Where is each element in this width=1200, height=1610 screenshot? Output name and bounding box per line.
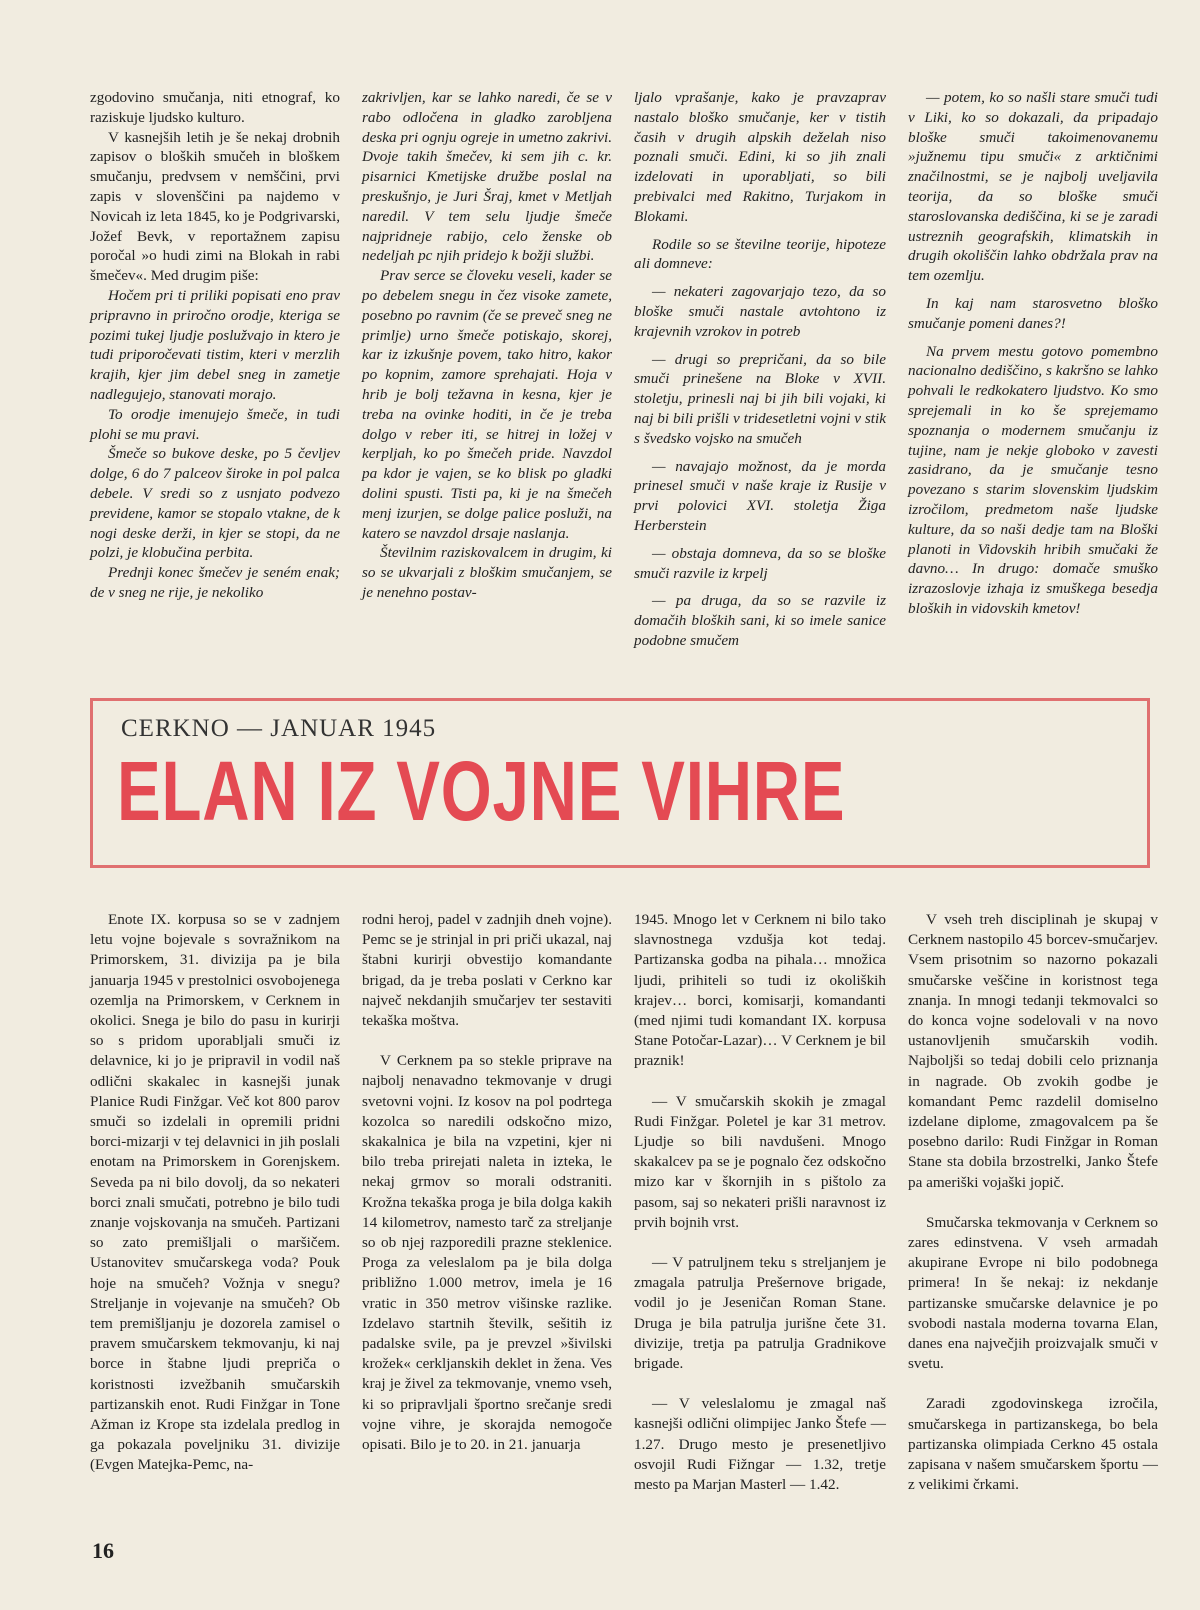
paragraph: V kasnejših letih je še nekaj drobnih zapisov o bloških smučeh in bloškem smučanju, predvsem v nemščini, prvi zapis v slovenščini pa najdemo v Novicah iz leta 1845, ko je Podgrivarski, Jožef Bevk, v reportažnem zapisu poročal »o hudi zimi na Blokah in rabi šmečev«. Med drugim piše: <box>90 128 340 285</box>
article-kicker: CERKNO — JANUAR 1945 <box>121 715 437 742</box>
top-column-2 <box>362 88 612 603</box>
paragraph: Zaradi zgodovinskega izročila, smučarskega in partizanskega, bo bela partizanska olimpiada Cerkno 45 ostala zapisana v našem smučarskem športu — z velikimi črkami. <box>908 1395 1158 1494</box>
paragraph: To orodje imenujejo šmeče, in tudi plohi se mu pravi. <box>90 405 340 443</box>
body-column-4 <box>908 910 1158 1495</box>
paragraph: — obstaja domneva, da so se bloške smuči razvile iz krpelj <box>634 544 886 582</box>
paragraph: rodni heroj, padel v zadnjih dneh vojne). Pemc se je strinjal in pri priči ukazal, naj štabni kurirji obvestijo komandante brigad, da je treba poslati v Cerkno kar največ nekdanjih smučarjev ter sestaviti tekaška moštva. <box>362 911 612 1030</box>
paragraph: 1945. Mnogo let v Cerknem ni bilo tako slavnostnega vzdušja kot tedaj. Partizanska godba na pihala… množica ljudi, prihiteli so tudi iz okoliških krajev… borci, komisarji, komandanti (med njimi tudi komandant IX. korpusa Stane Potočar-Lazar)… V Cerknem je bil praznik! <box>634 911 886 1070</box>
paragraph: zakrivljen, kar se lahko naredi, če se v rabo odločena in gladko zarobljena deska pri ognju ogreje in umetno zakrivi. Dvoje takih šmečev, ki sem jih c. kr. pisarnici Kmetijske družbe poslal na preskušnjo, je Juri Šraj, kmet v Metljah naredil. V tem selu ljudje šmeče najpridneje rabijo, celo ženske ob nedeljah pc njih pridejo k božji službi. <box>362 89 612 265</box>
paragraph: Enote IX. korpusa so se v zadnjem letu vojne bojevale s sovražnikom na Primorskem, 31. divizija pa je bila januarja 1945 v prestolnici osvobojenega ozemlja na Primorskem, v Cerknem in okolici. Snega je bilo do pasu in kurirji so s pridom uporabljali smuči iz delavnice, ki jo je pripravil in vodil naš odlični skakalec in kasnejši junak Planice Rudi Finžgar. Več kot 800 parov smuči so izdelali in opremili pridni borci-mizarji v tej delavnici in jih poslali enotam na Primorskem in Gorenjskem. Seveda pa ni bilo dovolj, da so nekateri borci znali smučati, potrebno je bilo tudi znanje vojskovanja na smučeh. Partizani so zato premišljali o maršičem. Ustanovitev smučarskega voda? Pouk hoje na smučeh? Vožnja v snegu? Streljanje in vojevanje na smučeh? Ob tem premišljanju je dozorela zamisel o pravem smučarskem tekmovanju, ki naj borce in štabne ljudi prepriča o koristnosti izvežbanih smučarskih partizanskih enot. Rudi Finžgar in Tone Ažman iz Krope sta izdelala predlog in ga pokazala poveljniku 31. divizije (Evgen Matejka-Pemc, na- <box>90 911 340 1474</box>
top-column-4 <box>908 88 1158 619</box>
body-column-3 <box>634 910 886 1495</box>
page-number: 16 <box>92 1538 114 1563</box>
paragraph: — pa druga, da so se razvile iz domačih bloških sani, ki so imele sanice podobne smučem <box>634 592 886 649</box>
paragraph: — V veleslalomu je zmagal naš kasnejši odlični olimpijec Janko Štefe — 1.27. Drugo mesto je presenetljivo osvojil Rudi Fižngar — 1.32, tretje mesto pa Marjan Masterl — 1.42. <box>634 1395 886 1494</box>
paragraph: — navajajo možnost, da je morda prinesel smuči v naše kraje iz Rusije v prvi polovici XVI. stoletja Žiga Herberstein <box>634 457 886 534</box>
body-column-1 <box>90 910 340 1476</box>
paragraph: Številnim raziskovalcem in drugim, ki so se ukvarjali z bloškim smučanjem, se je nenehno postav- <box>362 544 612 601</box>
paragraph: Prav serce se človeku veseli, kader se po debelem snegu in čez visoke zamete, posebno po ravnim (če se preveč sneg ne primlje) urno šmeče potiskajo, skorej, kar iz izkušnje povem, tako hitro, kakor po kopnim, zamore sprehajati. Hoja v hrib je bolj težavna in kesna, kjer je treba na ovinke hoditi, in če je treba dolgo v reber iti, se hitrej in ložej v kerpljah, ko po šmečeh pride. Navzdol pa kdor je vajen, se ko blisk po gladki dolini spusti. Tisti pa, ki je na šmečeh menj izurjen, se dolge palice posluži, na katero se navzdol drsaje naslanja. <box>362 267 612 542</box>
paragraph: V vseh treh disciplinah je skupaj v Cerknem nastopilo 45 borcev-smučarjev. Vsem prisotnim so nazorno pokazali smučarske veščine in koristnost tega znanja. In mnogi tedanji tekmovalci so do konca vojne sodelovali v na novo ustanovljenih smučarskih vodih. Najboljši so tedaj dobili celo priznanja in nagrade. Ob zvokih godbe je komandant Pemc razdelil domiselno izdelane diplome, zmagovalcem pa še posebno darilo: Rudi Finžgar in Roman Stane sta dobila brzostrelki, Janko Štefe pa ameriški vojaški jopič. <box>908 911 1158 1191</box>
paragraph: Rodile so se številne teorije, hipoteze ali domneve: <box>634 235 886 273</box>
paragraph: — nekateri zagovarjajo tezo, da so bloške smuči nastale avtohtono iz krajevnih vzrokov in potreb <box>634 283 886 340</box>
paragraph: — V patruljnem teku s streljanjem je zmagala patrulja Prešernove brigade, vodil jo je Jeseničan Roman Stane. Druga je bila patrulja jurišne čete 31. divizije, tretja pa patrulja Gradnikove brigade. <box>634 1254 886 1373</box>
paragraph: — drugi so prepričani, da so bile smuči prinešene na Bloke v XVII. stoletju, prinesli naj bi jih bili vojaki, ki naj bi bili prišli v tridesetletni vojni v stik s švedsko vojsko na smučeh <box>634 350 886 447</box>
paragraph: Hočem pri ti priliki popisati eno prav pripravno in priročno orodje, kteriga se pozimi tukej ljudje poslužvajo in ktero je tudi priporočevati tistim, kteri v merzlih krajih, kjer jim debel sneg in zametje nadlegujejo, stanovati morajo. <box>90 286 340 403</box>
paragraph: Šmeče so bukove deske, po 5 čevljev dolge, 6 do 7 palceov široke in pol palca debele. V sredi so z usnjato podvezo previdene, kamor se stopalo vtakne, de k nogi deske derži, in kjer se stopi, da ne polzi, je klobučina perbita. <box>90 445 340 562</box>
article-headline-box <box>90 698 1150 868</box>
paragraph: zgodovino smučanja, niti etnograf, ko raziskuje ljudsko kulturo. <box>90 89 340 126</box>
top-column-3 <box>634 88 886 651</box>
paragraph: In kaj nam starosvetno bloško smučanje pomeni danes?! <box>908 294 1158 332</box>
paragraph: — potem, ko so našli stare smuči tudi v Liki, ko so dokazali, da pripadajo bloške smuči takoimenovanemu »južnemu tipu smuči« z arktičnimi značilnostmi, se je najbolj uveljavila teorija, da so bloške smuči staroslovanska dediščina, ki se je zaradi ustreznih geografskih, klimatskih in drugih okoliščin lahko obdržala prav na tem ozemlju. <box>908 89 1158 285</box>
paragraph: Prednji konec šmečev je seném enak; de v sneg ne rije, je nekoliko <box>90 564 340 601</box>
paragraph: ljalo vprašanje, kako je pravzaprav nastalo bloško smučanje, ker v tistih časih v drugih alpskih deželah niso poznali smuči. Edini, ki so jih znali izdelovati in uporabljati, so bili prebivalci med Rakitno, Turjakom in Blokami. <box>634 89 886 225</box>
body-column-2 <box>362 910 612 1455</box>
paragraph: Na prvem mestu gotovo pomembno nacionalno dediščino, s kakršno se lahko pohvali le redkokatero ljudstvo. Ko smo sprejemali in ko še sprejemamo spoznanja o modernem smučanju iz tujine, nam je nekje globoko v zavesti zasidrano, da je smučanje tesno povezano s starim slovenskim ljudskim izročilom, predmetom naše ljudske kulture, da so naši dedje tam na Bloški planoti in Vidovskih hribih smučaki že davno… In drugo: domače smuško izrazoslovje izhaja iz smuškega besedja bloških in vidovskih kmetov! <box>908 342 1158 617</box>
article-title: ELAN IZ VOJNE VIHRE <box>117 744 846 838</box>
paragraph: Smučarska tekmovanja v Cerknem so zares edinstvena. V vseh armadah akupirane Evrope ni bilo podobnega primera! In še nekaj: iz nekdanje partizanske smučarske delavnice je po svobodi nastala moderna tovarna Elan, danes ena največjih proizvajalk smuči v svetu. <box>908 1213 1158 1373</box>
paragraph: — V smučarskih skokih je zmagal Rudi Finžgar. Poletel je kar 31 metrov. Ljudje so bili navdušeni. Mnogo skakalcev pa se je pognalo čez odskočno mizo kar v škornjih in s pištolo za pasom, saj so nekateri prišli naravnost iz prvih bojnih vrst. <box>634 1092 886 1231</box>
paragraph: V Cerknem pa so stekle priprave na najbolj nenavadno tekmovanje v drugi svetovni vojni. Iz kosov na pol podrtega kozolca so naredili odskočno mizo, skakalnica je bila na vzpetini, kjer ni bilo treba prirejati naleta in izteka, le nekaj grmov so morali odstraniti. Krožna tekaška proga je bila dolga kakih 14 kilometrov, namesto tarč za streljanje so ob njej razporedili prazne steklenice. Proga za veleslalom pa je bila dolga približno 1.000 metrov, imela je 16 vratic in 350 metrov višinske razlike. Izdelavo startnih številk, sešitih iz padalske svile, pa je prevzel »šivilski krožek« cerkljanskih deklet in žena. Ves kraj je živel za tekmovanje, vnemo vseh, ki so pripravljali športno srečanje sredi vojne vihre, je skorajda nemogoče opisati. Bilo je to 20. in 21. januarja <box>362 1052 612 1454</box>
top-column-1 <box>90 88 340 603</box>
